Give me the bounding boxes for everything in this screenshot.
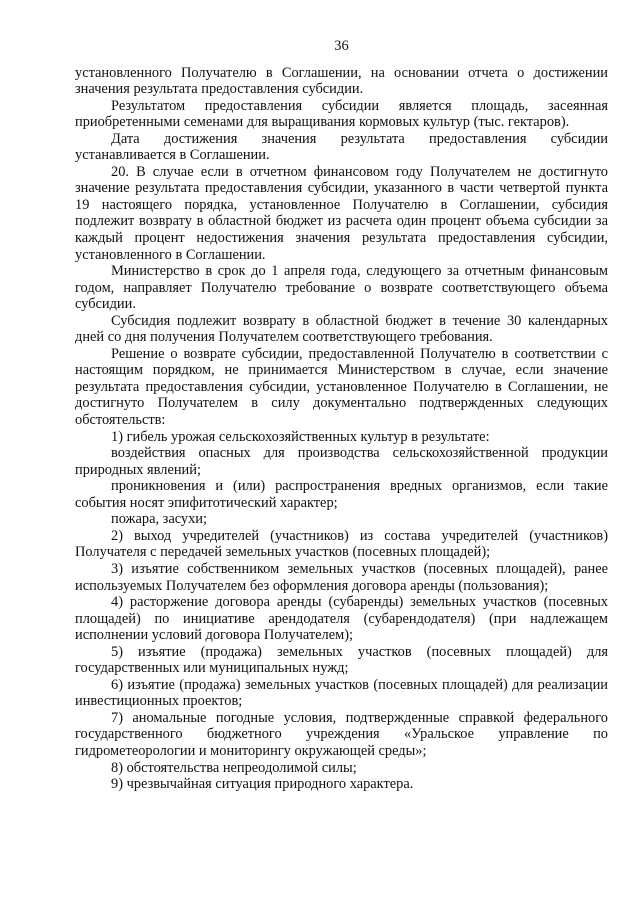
paragraph: 6) изъятие (продажа) земельных участков (посевных площадей) для реализации инвестиционных проектов; xyxy=(75,676,608,710)
paragraph: воздействия опасных для производства сельскохозяйственной продукции природных явлений; xyxy=(75,445,608,478)
document-body xyxy=(75,65,608,793)
paragraph: 5) изъятие (продажа) земельных участков (посевных площадей) для государственных или муниципальных нужд; xyxy=(75,643,608,677)
paragraph: 1) гибель урожая сельскохозяйственных культур в результате: xyxy=(111,428,490,445)
paragraph: проникновения и (или) распространения вредных организмов, если такие события носят эпифитотический характер; xyxy=(75,478,608,511)
paragraph: Субсидия подлежит возврату в областной бюджет в течение 30 календарных дней со дня получения Получателем соответствующего требования. xyxy=(75,312,608,346)
paragraph: Решение о возврате субсидии, предоставленной Получателю в соответствии с настоящим порядком, не принимается Министерством в случае, если значение результата предоставления субсидии, установленное Получателю в Соглашении, не достигнуто Получателем в силу документально подтвержденных следующих обстоятельств: xyxy=(75,345,608,429)
paragraph: 7) аномальные погодные условия, подтвержденные справкой федерального государственного бюджетного учреждения «Уральское управление по гидрометеорологии и мониторингу окружающей среды»; xyxy=(75,709,608,759)
paragraph: 3) изъятие собственником земельных участков (посевных площадей), ранее используемых Получателем без оформления договора аренды (пользования); xyxy=(75,560,608,594)
paragraph: 2) выход учредителей (участников) из состава учредителей (участников) Получателя с передачей земельных участков (посевных площадей); xyxy=(75,527,608,561)
paragraph: Дата достижения значения результата предоставления субсидии устанавливается в Соглашении. xyxy=(75,130,608,164)
paragraph: 20. В случае если в отчетном финансовом году Получателем не достигнуто значение результата предоставления субсидии, указанного в части четвертой пункта 19 настоящего порядка, установленное Получателю в Соглашении, субсидия подлежит возврату в областной бюджет из расчета один процент объема субсидии за каждый процент недостижения значения результата предоставления субсидии, установленного в Соглашении. xyxy=(75,163,608,263)
paragraph: установленного Получателю в Соглашении, на основании отчета о достижении значения результата предоставления субсидии. xyxy=(75,64,608,98)
paragraph: Результатом предоставления субсидии является площадь, засеянная приобретенными семенами для выращивания кормовых культур (тыс. гектаров). xyxy=(75,97,608,131)
paragraph: 4) расторжение договора аренды (субаренды) земельных участков (посевных площадей) по инициативе арендодателя (субарендодателя) (при надлежащем исполнении условий договора Получателем); xyxy=(75,594,608,644)
document-page xyxy=(75,38,608,793)
paragraph: 8) обстоятельства непреодолимой силы; xyxy=(111,759,357,776)
paragraph: Министерство в срок до 1 апреля года, следующего за отчетным финансовым годом, направляет Получателю требование о возврате соответствующего объема субсидии. xyxy=(75,263,608,313)
page-number: 36 xyxy=(334,38,349,54)
paragraph: пожара, засухи; xyxy=(111,511,208,528)
paragraph: 9) чрезвычайная ситуация природного характера. xyxy=(111,776,414,793)
